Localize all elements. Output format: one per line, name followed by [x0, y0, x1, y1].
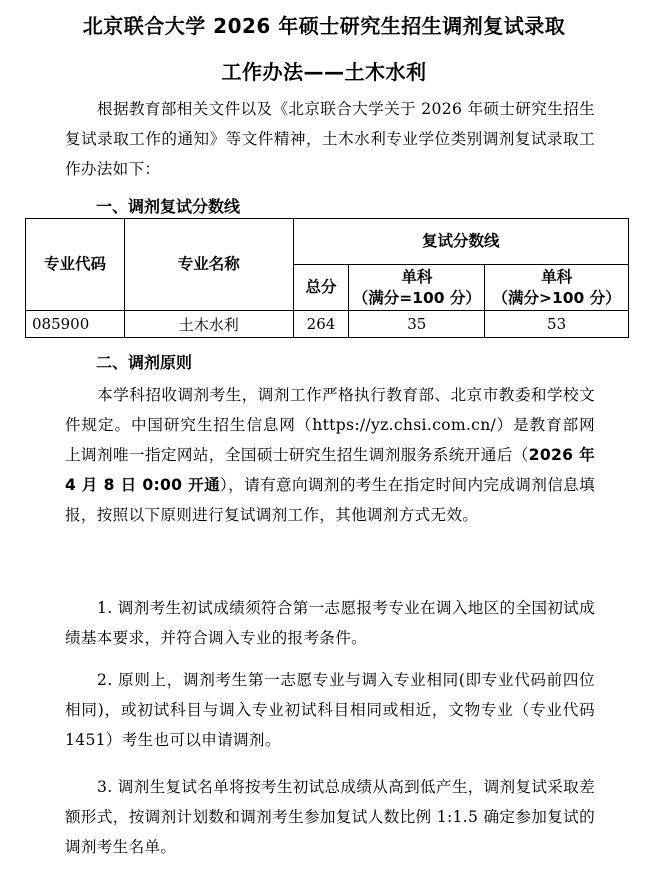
header-single-100-line2: （满分=100 分）	[352, 288, 481, 307]
cell-major-name: 土木水利	[124, 311, 293, 338]
table-row	[26, 311, 629, 338]
header-single-100-line1: 单科	[401, 267, 433, 286]
cell-single-over-100: 53	[485, 311, 629, 338]
rule-2-paragraph	[65, 665, 595, 755]
rule-1-text: 1. 调剂考生初试成绩须符合第一志愿报考专业在调入地区的全国初试成绩基本要求，并符合调入专业的报考条件。	[65, 599, 595, 647]
rule-1-paragraph	[65, 593, 595, 653]
rule-3-paragraph	[65, 772, 595, 862]
header-single-subject-over-100	[485, 265, 629, 311]
section-1-heading: 一、调剂复试分数线	[96, 197, 241, 216]
header-major-name: 专业名称	[124, 219, 293, 311]
principle-text-before: 本学科招收调剂考生，调剂工作严格执行教育部、北京市教委和学校文件规定。中国研究生招生信息网（https://yz.chsi.com.cn/）是教育部网上调剂唯一指定网站，全国硕士研究生招生调剂服务系统开通后（	[65, 386, 595, 464]
rule-3-text: 3. 调剂生复试名单将按考生初试总成绩从高到低产生，调剂复试采取差额形式，按调剂计划数和调剂考生参加复试人数比例 1:1.5 确定参加复试的调剂考生名单。	[65, 778, 595, 856]
section-2-heading: 二、调剂原则	[96, 353, 193, 372]
cell-major-code: 085900	[26, 311, 125, 338]
principle-text-after: ），请有意向调剂的考生在指定时间内完成调剂信息填报，按照以下原则进行复试调剂工作，其他调剂方式无效。	[65, 476, 595, 524]
principle-paragraph	[65, 380, 595, 530]
document-title-line-2: 工作办法——土木水利	[221, 60, 427, 84]
header-retest-score-line: 复试分数线	[293, 219, 628, 265]
cell-single-100: 35	[349, 311, 485, 338]
score-table	[25, 218, 629, 338]
cell-total-score: 264	[293, 311, 349, 338]
header-single-subject-100	[349, 265, 485, 311]
intro-paragraph	[65, 94, 595, 184]
header-major-code: 专业代码	[26, 219, 125, 311]
header-single-over100-line1: 单科	[541, 267, 573, 286]
document-title-line-1: 北京联合大学 2026 年硕士研究生招生调剂复试录取	[82, 14, 566, 38]
intro-text: 根据教育部相关文件以及《北京联合大学关于 2026 年硕士研究生招生复试录取工作的通知》等文件精神，土木水利专业学位类别调剂复试录取工作办法如下：	[65, 100, 595, 178]
principle-open-date: 2026 年 4 月 8 日 0:00 开通	[65, 446, 595, 494]
rule-2-text: 2. 原则上，调剂考生第一志愿专业与调入专业相同(即专业代码前四位相同)，或初试科目与调入专业初试科目相同或相近，文物专业（专业代码 1451）考生也可以申请调剂。	[65, 671, 595, 749]
header-total-score: 总分	[293, 265, 349, 311]
header-single-over100-line2: （满分>100 分）	[492, 288, 621, 307]
